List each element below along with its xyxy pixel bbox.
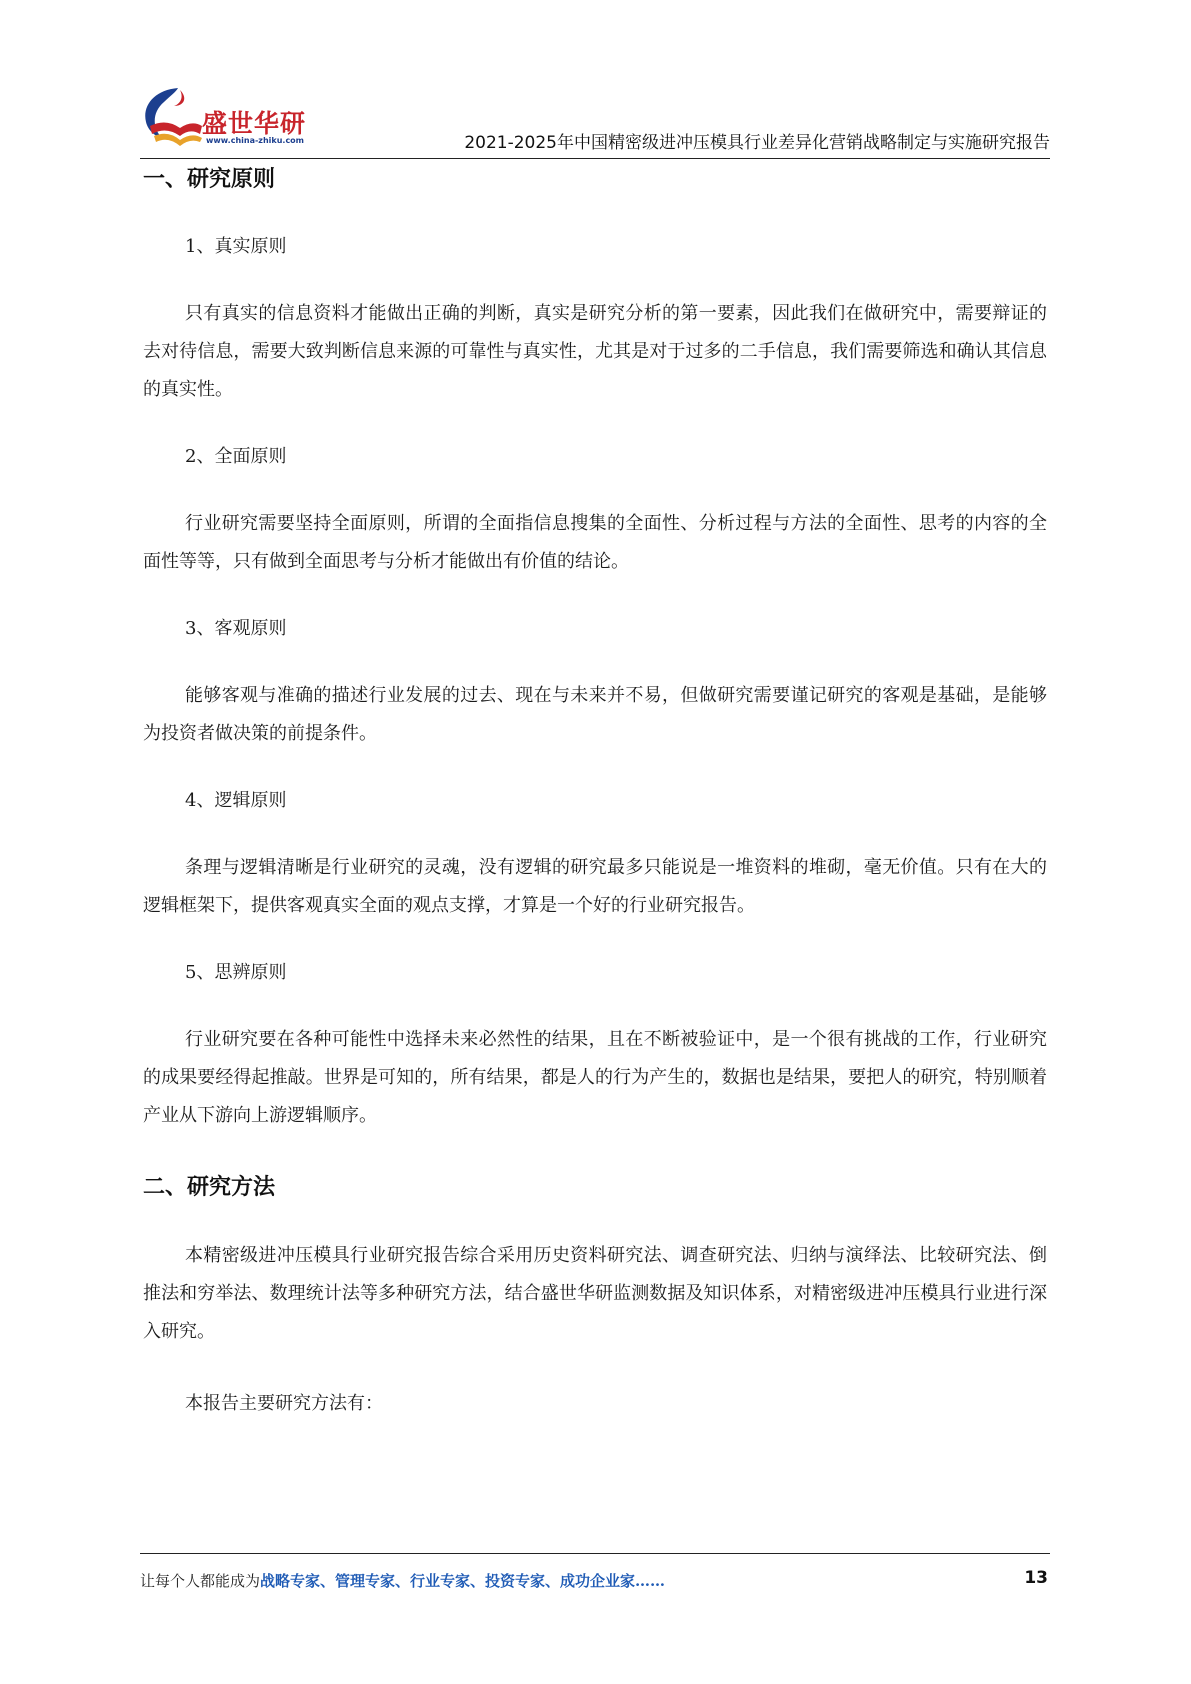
logo-name: 盛世华研	[202, 109, 307, 138]
principle-3-body: 能够客观与准确的描述行业发展的过去、现在与未来并不易，但做研究需要谨记研究的客观是基础，是能够为投资者做决策的前提条件。	[143, 685, 1047, 744]
principle-5-body: 行业研究要在各种可能性中选择未来必然性的结果，且在不断被验证中，是一个很有挑战的工作，行业研究的成果要经得起推敲。世界是可知的，所有结果，都是人的行为产生的，数据也是结果，要把人的研究，特别顺着产业从下游向上游逻辑顺序。	[143, 1029, 1047, 1126]
footer-slogan-prefix: 让每个人都能成为	[140, 1572, 261, 1590]
principle-2-body: 行业研究需要坚持全面原则，所谓的全面指信息搜集的全面性、分析过程与方法的全面性、思考的内容的全面性等等，只有做到全面思考与分析才能做出有价值的结论。	[143, 513, 1047, 572]
principle-1-title: 1、真实原则	[185, 236, 287, 257]
section-heading-principles: 一、研究原则	[143, 167, 276, 192]
company-logo	[140, 84, 340, 156]
methods-intro: 本报告主要研究方法有：	[185, 1393, 383, 1414]
logo-url: www.china-zhiku.com	[206, 136, 305, 145]
footer-slogan-highlight: 战略专家、管理专家、行业专家、投资专家、成功企业家……	[260, 1572, 666, 1590]
header-divider	[140, 158, 1050, 159]
logo-emblem-icon	[140, 84, 210, 148]
principle-3-title: 3、客观原则	[185, 618, 287, 639]
principle-1-body: 只有真实的信息资料才能做出正确的判断，真实是研究分析的第一要素，因此我们在做研究中，需要辩证的去对待信息，需要大致判断信息来源的可靠性与真实性，尤其是对于过多的二手信息，我们需要筛选和确认其信息的真实性。	[143, 303, 1047, 400]
principle-5-title: 5、思辨原则	[185, 962, 287, 983]
principle-4-body: 条理与逻辑清晰是行业研究的灵魂，没有逻辑的研究最多只能说是一堆资料的堆砌，毫无价值。只有在大的逻辑框架下，提供客观真实全面的观点支撑，才算是一个好的行业研究报告。	[143, 857, 1047, 916]
footer-slogan	[140, 1570, 665, 1591]
section-heading-methods: 二、研究方法	[143, 1175, 276, 1200]
principle-4-title: 4、逻辑原则	[185, 790, 287, 811]
page-content	[143, 162, 1047, 1423]
page-header	[140, 84, 1050, 160]
principle-2-title: 2、全面原则	[185, 446, 287, 467]
methods-body: 本精密级进冲压模具行业研究报告综合采用历史资料研究法、调查研究法、归纳与演绎法、比较研究法、倒推法和穷举法、数理统计法等多种研究方法，结合盛世华研监测数据及知识体系，对精密级进冲压模具行业进行深入研究。	[143, 1245, 1047, 1342]
footer-divider	[140, 1553, 1050, 1554]
report-title: 2021-2025年中国精密级进冲压模具行业差异化营销战略制定与实施研究报告	[464, 133, 1050, 153]
page-number: 13	[1024, 1568, 1048, 1588]
